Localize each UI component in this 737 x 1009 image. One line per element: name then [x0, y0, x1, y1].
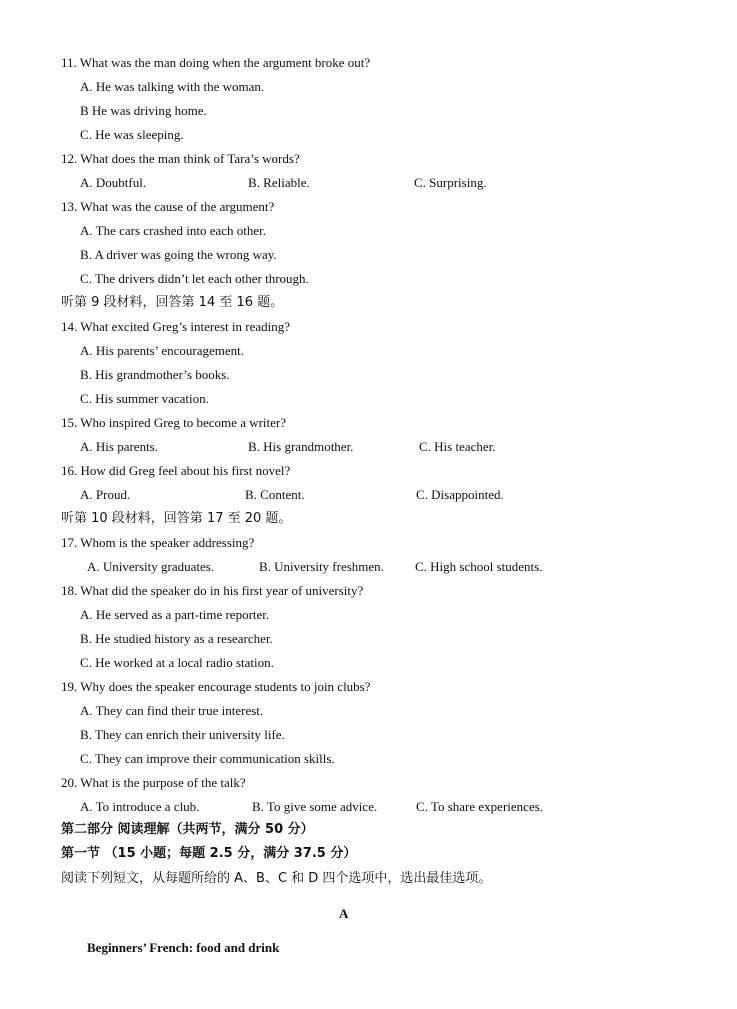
part2-instruction: 阅读下列短文，从每题所给的 A、B、C 和 D 四个选项中，选出最佳选项。: [61, 871, 492, 886]
option-11-c: C. He was sleeping.: [80, 127, 184, 142]
section-note-seg10: 听第 10 段材料，回答第 17 至 20 题。: [61, 511, 292, 526]
option-20-b: B. To give some advice.: [252, 799, 378, 814]
part2-section1-title: 第一节 （15 小题；每题 2.5 分，满分 37.5 分）: [61, 846, 357, 861]
option-20-c: C. To share experiences.: [416, 799, 543, 814]
option-19-a: A. They can find their true interest.: [80, 703, 264, 718]
option-14-a: A. His parents’ encouragement.: [80, 343, 245, 358]
part2-title: 第二部分 阅读理解（共两节，满分 50 分）: [61, 822, 314, 837]
question-stem-18: 18. What did the speaker do in his first year of university?: [61, 583, 364, 598]
question-stem-16: 16. How did Greg feel about his first novel?: [61, 463, 291, 478]
option-13-b: B. A driver was going the wrong way.: [80, 247, 277, 262]
question-stem-17: 17. Whom is the speaker addressing?: [61, 535, 255, 550]
option-11-b: B He was driving home.: [80, 103, 207, 118]
option-12-c: C. Surprising.: [414, 175, 487, 190]
option-13-c: C. The drivers didn’t let each other through.: [80, 271, 309, 286]
option-12-a: A. Doubtful.: [80, 175, 147, 190]
option-14-b: B. His grandmother’s books.: [80, 367, 230, 382]
question-stem-19: 19. Why does the speaker encourage students to join clubs?: [61, 679, 371, 694]
option-13-a: A. The cars crashed into each other.: [80, 223, 267, 238]
option-18-a: A. He served as a part-time reporter.: [80, 607, 270, 622]
option-18-b: B. He studied history as a researcher.: [80, 631, 273, 646]
option-19-c: C. They can improve their communication skills.: [80, 751, 335, 766]
option-19-b: B. They can enrich their university life.: [80, 727, 285, 742]
passage-letter: A: [339, 906, 349, 921]
option-15-c: C. His teacher.: [419, 439, 496, 454]
section-note-seg9: 听第 9 段材料，回答第 14 至 16 题。: [61, 295, 284, 310]
option-20-a: A. To introduce a club.: [80, 799, 200, 814]
question-stem-20: 20. What is the purpose of the talk?: [61, 775, 246, 790]
question-stem-15: 15. Who inspired Greg to become a writer?: [61, 415, 287, 430]
passage-title: Beginners’ French: food and drink: [87, 940, 280, 955]
option-11-a: A. He was talking with the woman.: [80, 79, 265, 94]
option-12-b: B. Reliable.: [248, 175, 310, 190]
option-16-b: B. Content.: [245, 487, 305, 502]
option-14-c: C. His summer vacation.: [80, 391, 209, 406]
option-17-b: B. University freshmen.: [259, 559, 384, 574]
question-stem-13: 13. What was the cause of the argument?: [61, 199, 275, 214]
option-17-a: A. University graduates.: [87, 559, 215, 574]
question-stem-12: 12. What does the man think of Tara’s words?: [61, 151, 300, 166]
option-15-b: B. His grandmother.: [248, 439, 354, 454]
option-16-c: C. Disappointed.: [416, 487, 504, 502]
option-18-c: C. He worked at a local radio station.: [80, 655, 274, 670]
question-stem-11: 11. What was the man doing when the argument broke out?: [61, 55, 371, 70]
question-stem-14: 14. What excited Greg’s interest in reading?: [61, 319, 290, 334]
option-17-c: C. High school students.: [415, 559, 543, 574]
option-16-a: A. Proud.: [80, 487, 131, 502]
option-15-a: A. His parents.: [80, 439, 158, 454]
